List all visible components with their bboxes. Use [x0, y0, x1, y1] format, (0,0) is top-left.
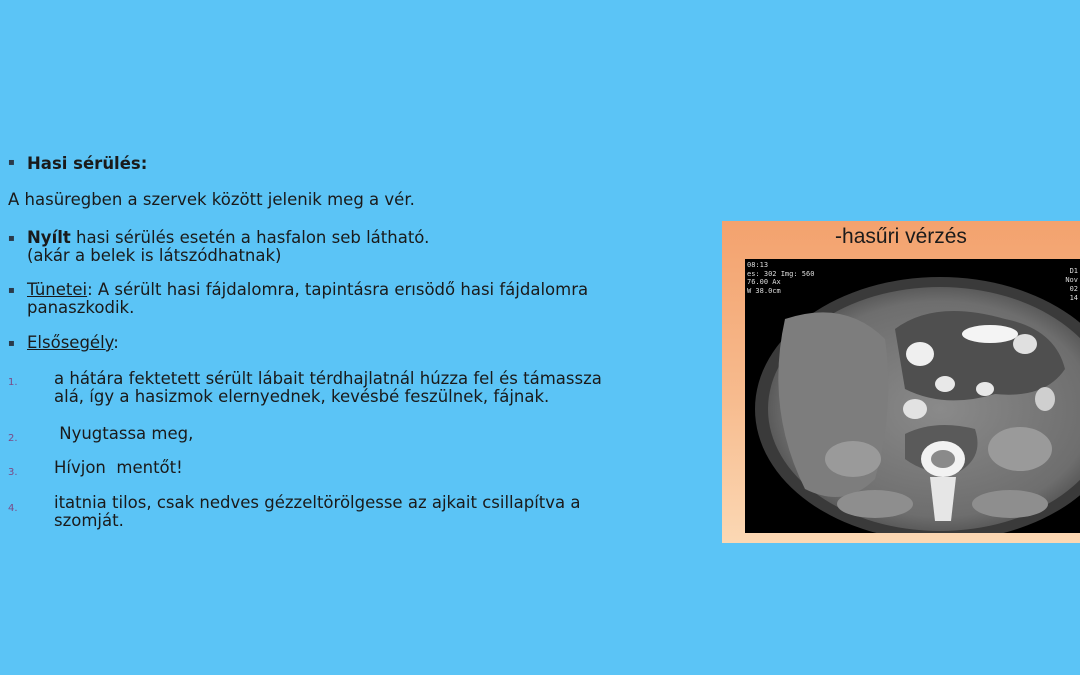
- first-aid-heading: [27, 334, 119, 352]
- symptoms-rest: : A sérült hasi fájdalomra, tapintásra erısödő hasi fájdalomra: [87, 280, 589, 299]
- intro-text: A hasüregben a szervek között jelenik meg a vér.: [8, 190, 415, 209]
- bullet-icon: ▪: [8, 157, 15, 168]
- heading: [27, 155, 147, 173]
- open-injury-line1: [27, 229, 429, 247]
- bullet-icon: ▪: [8, 338, 15, 349]
- step-4-line2: szomját.: [54, 511, 124, 530]
- ct-scan-graphic: [745, 259, 1080, 533]
- step-number: 3.: [8, 467, 18, 478]
- first-aid-colon: :: [113, 333, 119, 352]
- symptoms-line2: panaszkodik.: [27, 298, 135, 317]
- step-number: 2.: [8, 433, 18, 444]
- step-number: 4.: [8, 503, 18, 514]
- ct-image-frame: [722, 221, 1080, 543]
- step-1-line2: alá, így a hasizmok elernyednek, kevésbé feszülnek, fájnak.: [54, 387, 550, 406]
- step-1-line1: a hátára fektetett sérült lábait térdhajlatnál húzza fel és támassza: [54, 369, 602, 388]
- image-caption: -hasűri vérzés: [835, 225, 967, 248]
- open-injury-line2: (akár a belek is látszódhatnak): [27, 246, 282, 265]
- step-3-line1: Hívjon mentőt!: [54, 458, 183, 477]
- scan-metadata-left: 08:13 es: 302 Img: 560 76.00 Ax W 38.0cm: [747, 261, 815, 295]
- symptoms-label: Tünetei: [27, 280, 88, 299]
- open-injury-bold: Nyílt: [27, 228, 71, 247]
- first-aid-label: Elsősegély: [27, 333, 114, 352]
- symptoms-line1: [27, 281, 588, 299]
- open-injury-rest: hasi sérülés esetén a hasfalon seb látható.: [70, 228, 430, 247]
- scan-metadata-right: D1 Nov 02 14: [1065, 267, 1078, 302]
- step-2-line1: Nyugtassa meg,: [54, 424, 194, 443]
- step-4-line1: itatnia tilos, csak nedves gézzeltörölgesse az ajkait csillapítva a: [54, 493, 581, 512]
- bullet-icon: ▪: [8, 285, 15, 296]
- bullet-icon: ▪: [8, 233, 15, 244]
- heading-text: Hasi sérülés:: [27, 154, 148, 173]
- step-number: 1.: [8, 377, 18, 388]
- ct-scan-image: [745, 259, 1080, 533]
